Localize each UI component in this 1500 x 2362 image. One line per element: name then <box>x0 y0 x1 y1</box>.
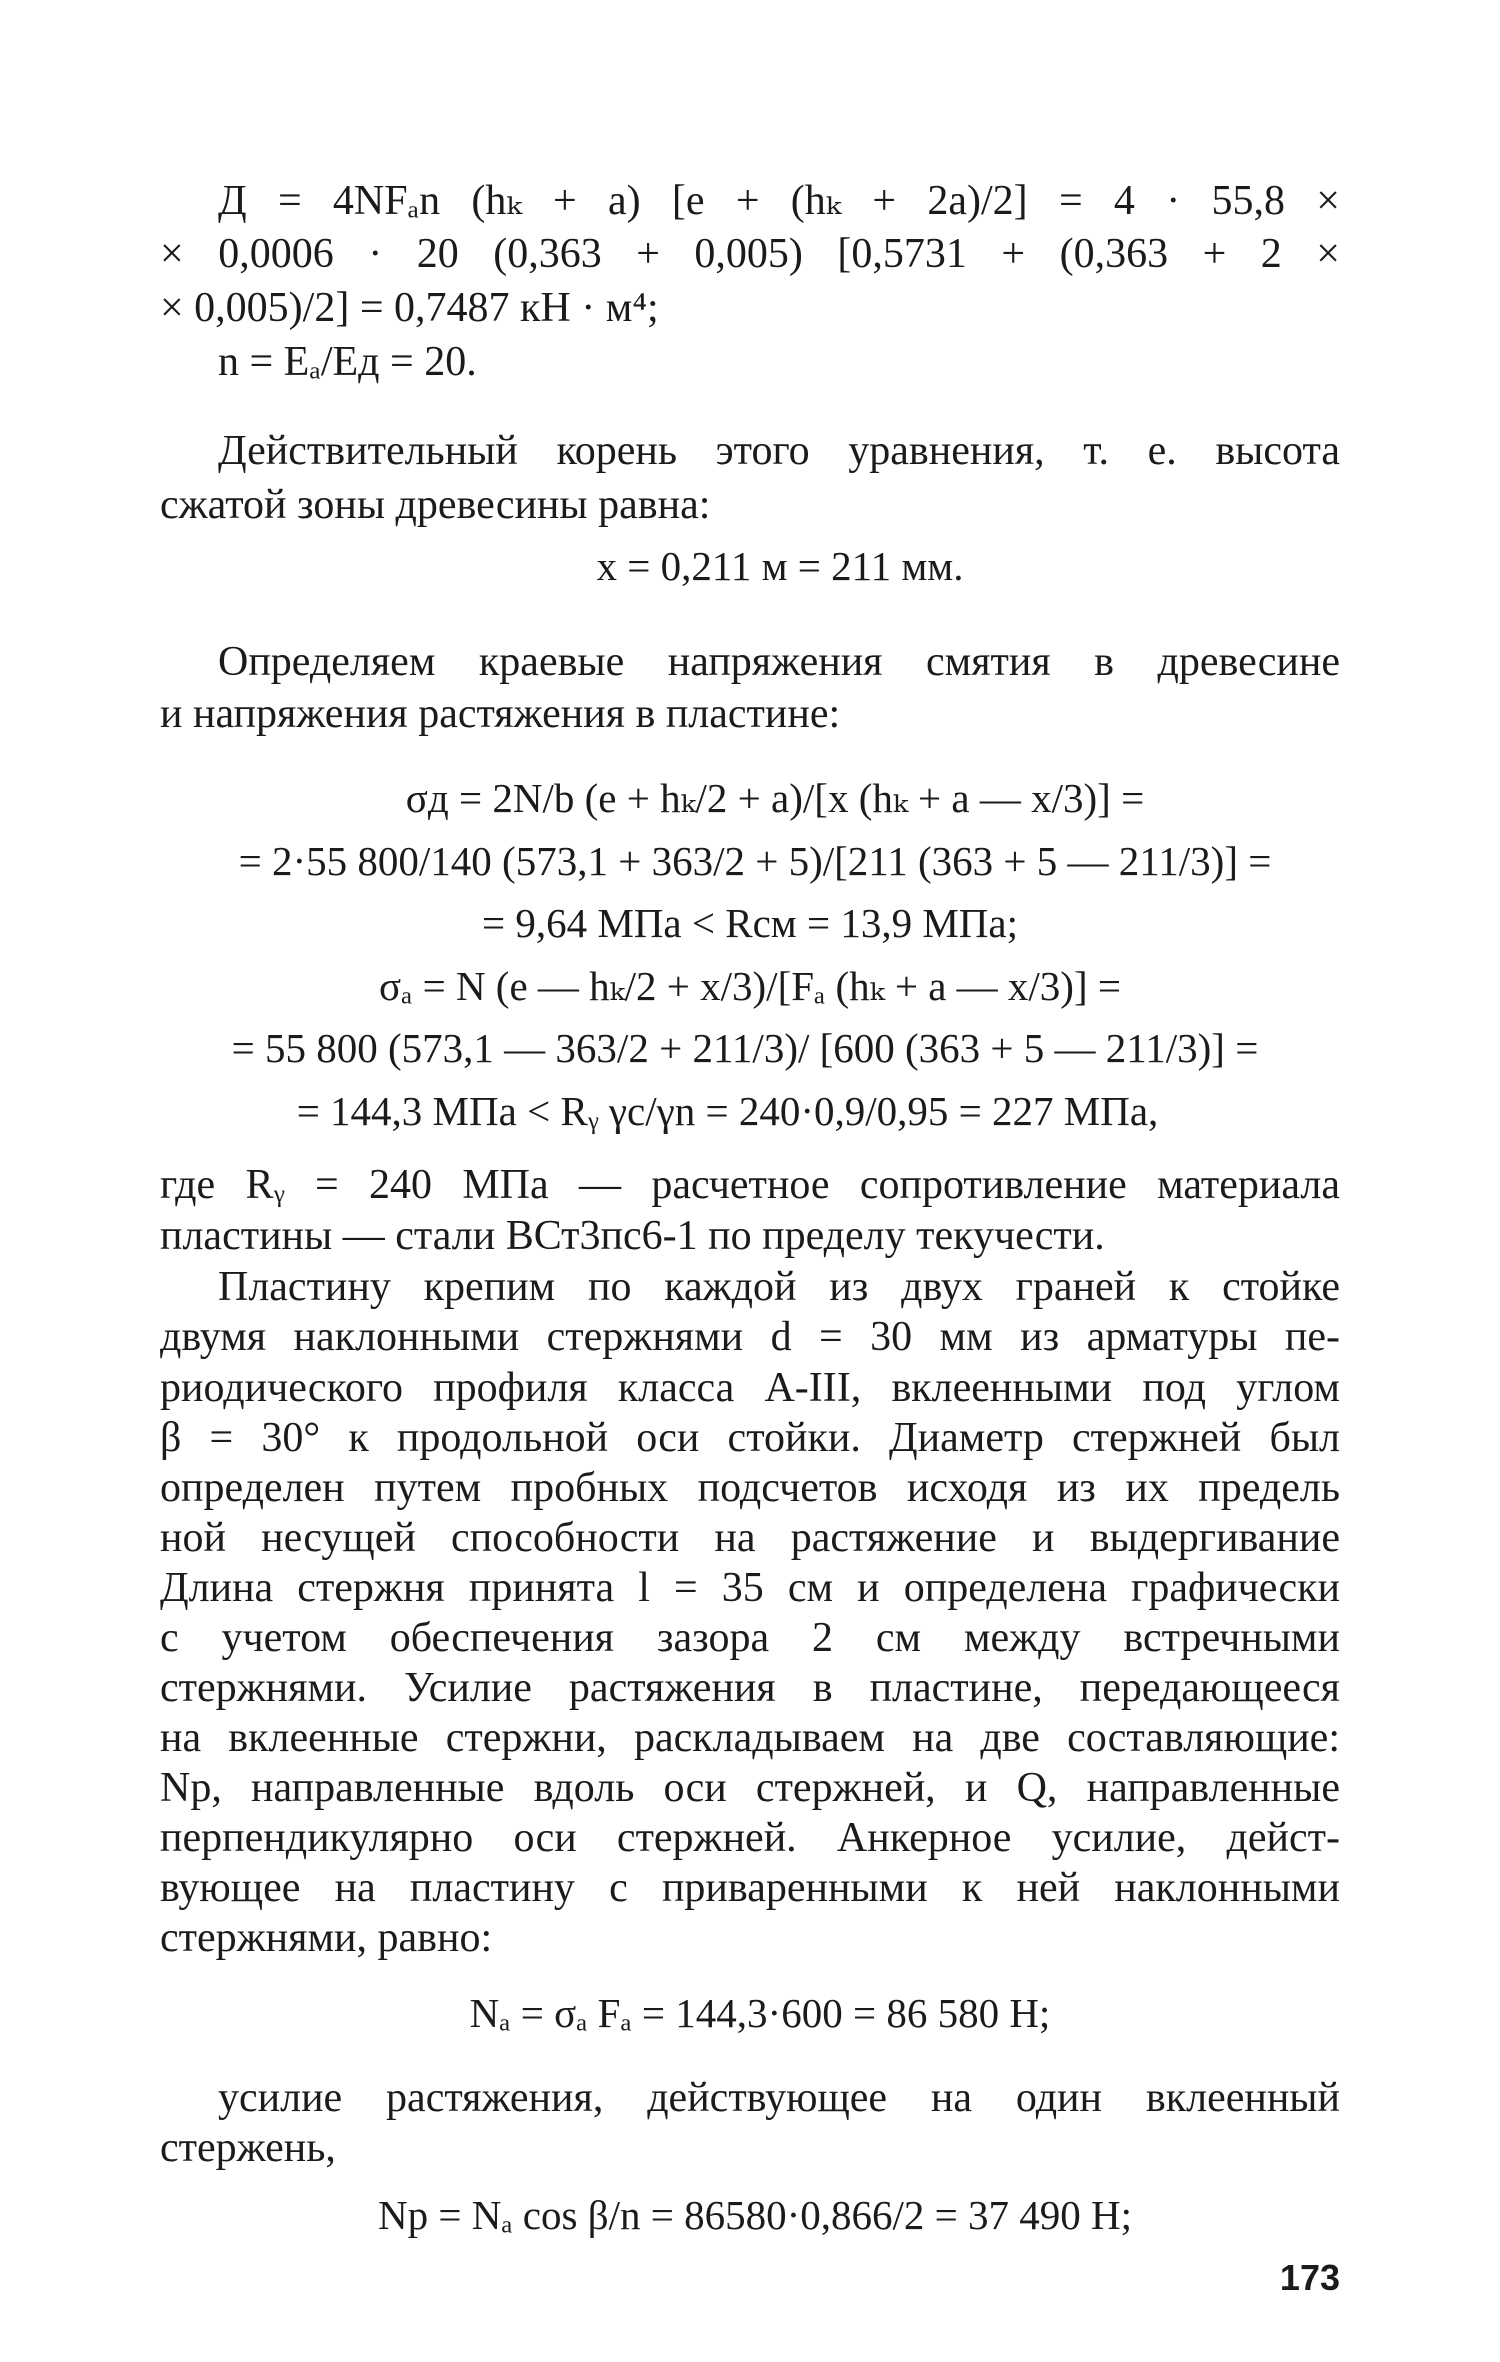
formula-sigma-d-2: = 2·55 800/140 (573,1 + 363/2 + 5)/[211 (363 + 5 — 211/3)] = <box>238 838 1272 884</box>
formula-sigma-a-2: = 55 800 (573,1 — 363/2 + 211/3)/ [600 (363 + 5 — 211/3)] = <box>231 1025 1259 1071</box>
formula-line-d-3: × 0,005)/2] = 0,7487 кН · м⁴; <box>160 285 659 331</box>
formula-sigma-a-3: = 144,3 МПа < Rᵧ γc/γn = 240·0,9/0,95 = 227 МПа, <box>296 1088 1159 1134</box>
paragraph-line: стержень, <box>160 2125 336 2171</box>
formula-line-d-1: Д = 4NFₐn (hₖ + a) [e + (hₖ + 2a)/2] = 4 · 55,8 × <box>218 178 1340 224</box>
paragraph-line: стержнями. Усилие растяжения в пластине, передающееся <box>160 1665 1340 1711</box>
paragraph-line: Длина стержня принята l = 35 см и определена графически <box>160 1565 1340 1611</box>
formula-x: x = 0,211 м = 211 мм. <box>596 543 964 589</box>
formula-np: Nр = Nₐ cos β/n = 86580·0,866/2 = 37 490 Н; <box>378 2192 1132 2238</box>
paragraph-line: сжатой зоны древесины равна: <box>160 482 711 528</box>
page-number: 173 <box>1279 2257 1340 2298</box>
paragraph-line: вующее на пластину с приваренными к ней наклонными <box>160 1865 1340 1911</box>
paragraph-line: риодического профиля класса A-III, вклеенными под углом <box>160 1365 1340 1411</box>
paragraph-line: двумя наклонными стержнями d = 30 мм из арматуры пе- <box>160 1314 1340 1360</box>
paragraph-line: Nр, направленные вдоль оси стержней, и Q, направленные <box>160 1765 1340 1811</box>
paragraph-line: Пластину крепим по каждой из двух граней к стойке <box>218 1264 1340 1310</box>
formula-sigma-a-1: σₐ = N (e — hₖ/2 + x/3)/[Fₐ (hₖ + a — x/3)] = <box>379 963 1121 1009</box>
paragraph-line: с учетом обеспечения зазора 2 см между встречными <box>160 1615 1340 1661</box>
formula-na: Nₐ = σₐ Fₐ = 144,3·600 = 86 580 Н; <box>469 1990 1051 2036</box>
paragraph-line: на вклеенные стержни, раскладываем на две составляющие: <box>160 1715 1340 1761</box>
paragraph-line: где Rᵧ = 240 МПа — расчетное сопротивление материала <box>160 1162 1340 1208</box>
paragraph-line: Действительный корень этого уравнения, т. е. высота <box>218 428 1340 474</box>
paragraph-line: ной несущей способности на растяжение и выдергивание <box>160 1515 1340 1561</box>
paragraph-line: усилие растяжения, действующее на один вклеенный <box>218 2075 1340 2121</box>
formula-line-d-2: × 0,0006 · 20 (0,363 + 0,005) [0,5731 + (0,363 + 2 × <box>160 231 1340 277</box>
paragraph-line: β = 30° к продольной оси стойки. Диаметр стержней был <box>160 1415 1340 1461</box>
paragraph-line: пластины — стали ВСт3пс6-1 по пределу текучести. <box>160 1213 1105 1259</box>
paragraph-line: Определяем краевые напряжения смятия в древесине <box>218 639 1340 685</box>
formula-sigma-d-3: = 9,64 МПа < Rсм = 13,9 МПа; <box>481 900 1019 946</box>
paragraph-line: перпендикулярно оси стержней. Анкерное усилие, дейст- <box>160 1815 1340 1861</box>
formula-line-n: n = Eₐ/Eд = 20. <box>218 339 477 385</box>
formula-sigma-d-1: σд = 2N/b (e + hₖ/2 + a)/[x (hₖ + a — x/3)] = <box>405 775 1145 821</box>
paragraph-line: определен путем пробных подсчетов исходя из их предель <box>160 1465 1340 1511</box>
paragraph-line: стержнями, равно: <box>160 1915 493 1961</box>
paragraph-line: и напряжения растяжения в пластине: <box>160 691 841 737</box>
